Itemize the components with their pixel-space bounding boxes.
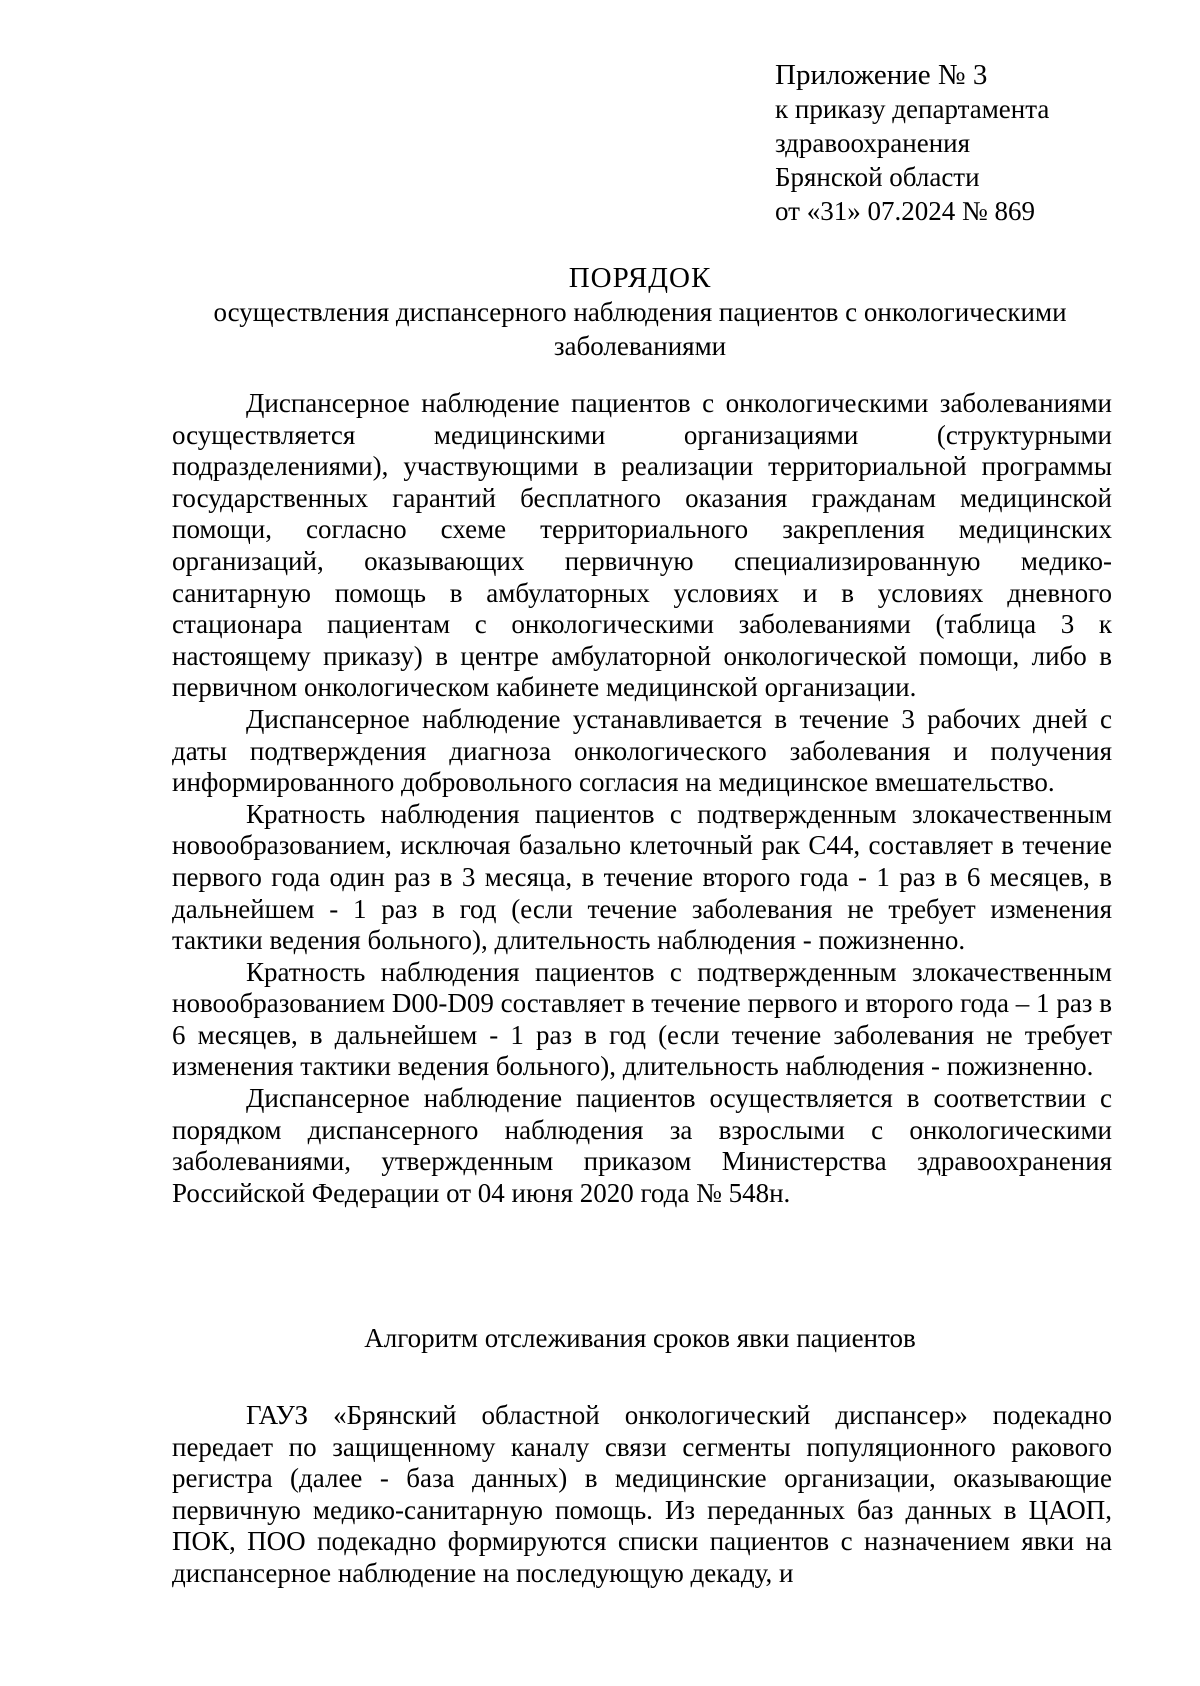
paragraph-frequency-d00-d09: Кратность наблюдения пациентов с подтвержденным злокачественным новообразованием D00-D09 составляет в течение первого и второго года – 1 раз в 6 месяцев, в дальнейшем - 1 раз в год (если течение заболевания не требует изменения тактики ведения больного), длительность наблюдения - пожизненно. [172,956,1112,1082]
paragraph-establishment-period: Диспансерное наблюдение устанавливается в течение 3 рабочих дней с даты подтверждения диагноза онкологического заболевания и получения информированного добровольного согласия на медицинское вмешательство. [172,703,1112,798]
appendix-order-line: к приказу департамента [775,94,1050,124]
paragraph-dispensary-observation: Диспансерное наблюдение пациентов с онкологическими заболеваниями осуществляется медицинскими организациями (структурными подразделениями), участвующими в реализации территориальной программы государственных гарантий бесплатного оказания гражданам медицинской помощи, согласно схеме территориального закрепления медицинских организаций, оказывающих первичную специализированную медико-санитарную помощь в амбулаторных условиях и в условиях дневного стационара пациентам с онкологическими заболеваниями (таблица 3 к настоящему приказу) в центре амбулаторной онкологической помощи, либо в первичном онкологическом кабинете медицинской организации. [172,388,1112,703]
paragraph-legal-basis: Диспансерное наблюдение пациентов осуществляется в соответствии с порядком диспансерного наблюдения за взрослыми с онкологическими заболеваниями, утвержденным приказом Министерства здравоохранения Российской Федерации от 04 июня 2020 года № 548н. [172,1083,1112,1208]
section-heading-algorithm: Алгоритм отслеживания сроков явки пациентов [364,1323,916,1353]
appendix-number: Приложение № 3 [775,59,988,91]
document-title: ПОРЯДОК [568,262,712,294]
paragraph-algorithm: ГАУЗ «Брянский областной онкологический диспансер» подекадно передает по защищенному каналу связи сегменты популяционного ракового регистра (далее - база данных) в медицинские организации, оказывающие первичную медико-санитарную помощь. Из переданных баз данных в ЦАОП, ПОК, ПОО подекадно формируются списки пациентов с назначением явки на диспансерное наблюдение на последующую декаду, и [172,1400,1112,1588]
section-text-block [172,1400,1112,1590]
appendix-date-number-line: от «31» 07.2024 № 869 [775,196,1035,226]
appendix-reference-block [775,58,1175,228]
appendix-region-line: Брянской области [775,162,980,192]
main-text-block [172,388,1112,1209]
appendix-department-line: здравоохранения [775,128,971,158]
paragraph-frequency-malignant: Кратность наблюдения пациентов с подтвержденным злокачественным новообразованием, исключая базально клеточный рак С44, составляет в течение первого года один раз в 3 месяца, в течение второго года - 1 раз в 6 месяцев, в дальнейшем - 1 раз в год (если течение заболевания не требует изменения тактики ведения больного), длительность наблюдения - пожизненно. [172,798,1112,956]
document-subtitle: осуществления диспансерного наблюдения пациентов с онкологическими заболеваниями [213,297,1067,361]
